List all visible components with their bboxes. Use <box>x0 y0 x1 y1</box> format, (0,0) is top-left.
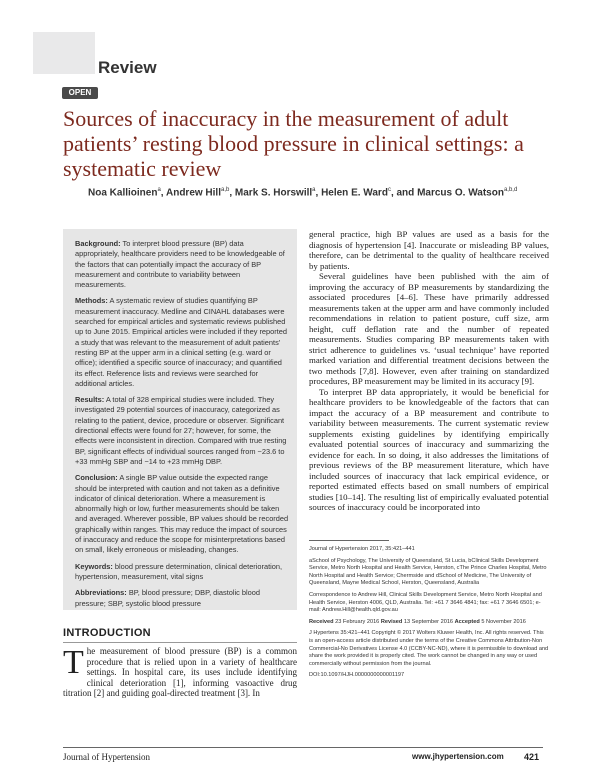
author-name[interactable]: Noa Kallioinen <box>88 187 158 199</box>
introduction-heading: INTRODUCTION <box>63 627 151 639</box>
license-notice: J Hypertens 35:421–441 Copyright © 2017 Wolters Kluwer Health, Inc. All rights reserved. This is an open-access article distributed under the terms of the Creative Commons Attribution-Non Commercial-No Derivatives License 4.0 (CCBY-NC-ND), where it is permissible to download and share the work provided it is properly cited. The work cannot be changed in any way or used commercially without permission from the journal. <box>309 630 549 667</box>
abstract-methods: Methods: A systematic review of studies quantifying BP measurement inaccuracy. Medline and CINAHL databases were searched for empirical articles and systematic reviews published up to June 2015. Empirical articles were included if they reported a study that was relevant to the measurement of adult patients’ resting BP at the upper arm in a clinical setting (e.g. ward or office); identified a specific source of inaccuracy; and quantified its effect. Reference lists and reviews were searched for additional articles. <box>75 296 287 388</box>
paragraph: Several guidelines have been published with the aim of improving the accuracy of BP measurements by standardizing the associated procedures [4–6]. These have primarily addressed measurements taken at the upper arm and have commonly included recommendations in relation to patient posture, cuff size, arm height, cuff deflation rate and the number of repeated measurements. Studies comparing BP measurements taken with strict adherence to guidelines vs. ‘usual technique’ have reported marked variation and differential treatment decisions between the two methods [7,8]. However, even after training on standardized procedures, BP measurement may be limited in its accuracy [9]. <box>309 271 549 386</box>
author-name[interactable]: Mark S. Horswill <box>234 187 313 199</box>
doi-link[interactable]: DOI:10.1097/HJH.0000000000001197 <box>309 672 405 679</box>
author-name[interactable]: Marcus O. Watson <box>417 187 504 199</box>
article-dates: Received 23 February 2016 Revised 13 September 2016 Accepted 5 November 2016 <box>309 618 526 625</box>
page-number: 421 <box>524 752 540 762</box>
abstract-box <box>63 229 297 610</box>
abstract-conclusion: Conclusion: A single BP value outside the expected range should be interpreted with caution and not taken as a definitive indicator of clinical deterioration. Where a measurement is abnormally high or low, further measurements should be taken and averaged. Wherever possible, BP values should be recorded graphically within ranges. This may reduce the impact of sources of inaccuracy and reduce the scope for misinterpretations based on small, likely erroneous or misleading, changes. <box>75 473 289 555</box>
paragraph: general practice, high BP values are used as a basis for the diagnosis of hypertension [4]. Inaccurate or misleading BP values, therefore, can be detrimental to the quality of healthcare received by patients. <box>309 229 549 271</box>
affiliations: aSchool of Psychology, The University of Queensland, St Lucia, bClinical Skills Development Service, Metro North Hospital and Health Service, Herston, cThe Prince Charles Hospital, Metro North Hospital and Health Service; Chermside and dSchool of Medicine, The University of Queensland, Mayne Medical School, Herston, Queensland, Australia <box>309 557 547 587</box>
open-access-badge: OPEN <box>62 87 98 99</box>
section-label: Review <box>98 58 157 77</box>
footnotes <box>309 546 549 684</box>
article-title: Sources of inaccuracy in the measurement of adult patients’ resting blood pressure in clinical settings: a systematic review <box>63 106 524 181</box>
footer-journal-name: Journal of Hypertension <box>63 752 150 762</box>
paragraph: To interpret BP data appropriately, it would be beneficial for healthcare providers to be knowledgeable of the factors that can impact the accuracy of a BP measurement and contribute to variability between measurements. The current systematic review supplements existing guidelines by identifying empirically evaluated potential sources of inaccuracy and summarizing the evidence for each. In so doing, it also addresses the limitations of previous reviews of the BP measurement literature, which have included sources of inaccuracy that lack empirical evidence, or reported estimated effects based on small numbers of empirical studies [10–14]. The resulting list of empirically evaluated potential sources of inaccuracy could be incorporated into <box>309 386 549 512</box>
correspondence: Correspondence to Andrew Hill, Clinical Skills Development Service, Metro North Hospital and Health Service, Herston 4006, QLD, Australia. Tel: +61 7 3646 4841; fax: +61 7 3646 6501; e-mail: Andrew.Hill@health.qld.gov.au <box>309 591 542 614</box>
author-name[interactable]: Helen E. Ward <box>321 187 388 199</box>
dropcap-letter: T <box>63 644 84 681</box>
abstract-keywords: Keywords: blood pressure determination, clinical deterioration, hypertension, measurement, vital signs <box>75 561 283 581</box>
author-list: Noa Kallioinen$^a$, Andrew Hill$^{a,b}$, Mark S. Horswill$^a$, Helen E. Ward$^c$, and Marcus O. Watson$^{a,b,d}$ <box>88 187 518 199</box>
divider <box>63 642 297 643</box>
section-tab-block <box>33 32 95 74</box>
footer-journal-url[interactable]: www.jhypertension.com <box>412 752 504 761</box>
abstract-background: Background: To interpret blood pressure (BP) data appropriately, healthcare providers need to be knowledgeable of the factors that can potentially impact the accuracy of BP measurement and contribute to variability between measurements. <box>75 239 285 290</box>
body-text-right-column <box>309 229 549 513</box>
footer-divider <box>63 747 543 748</box>
introduction-text: The measurement of blood pressure (BP) is a common procedure that is relied upon in a variety of healthcare settings. In hospital care, its uses include identifying clinical deterioration [1], informing vasoactive drug titration [2] and guiding goal-directed treatment [3]. In <box>63 644 297 699</box>
author-name[interactable]: Andrew Hill <box>165 187 221 199</box>
abstract-abbreviations: Abbreviations: BP, blood pressure; DBP, diastolic blood pressure; SBP, systolic blood pressure <box>75 588 261 608</box>
footnote-divider <box>309 540 389 541</box>
abstract-results: Results: A total of 328 empirical studies were included. They investigated 29 potential sources of inaccuracy, categorized as relating to the patient, device, procedure or observer. Significant directional effects were found for 27; however, for some, the effects were inconsistent in direction. Compared with true resting BP, significant effects of individual sources ranged from −23.6 to +33 mmHg SBP and −14 to +23 mmHg DBP. <box>75 395 287 466</box>
journal-citation: Journal of Hypertension 2017, 35:421–441 <box>309 546 415 552</box>
